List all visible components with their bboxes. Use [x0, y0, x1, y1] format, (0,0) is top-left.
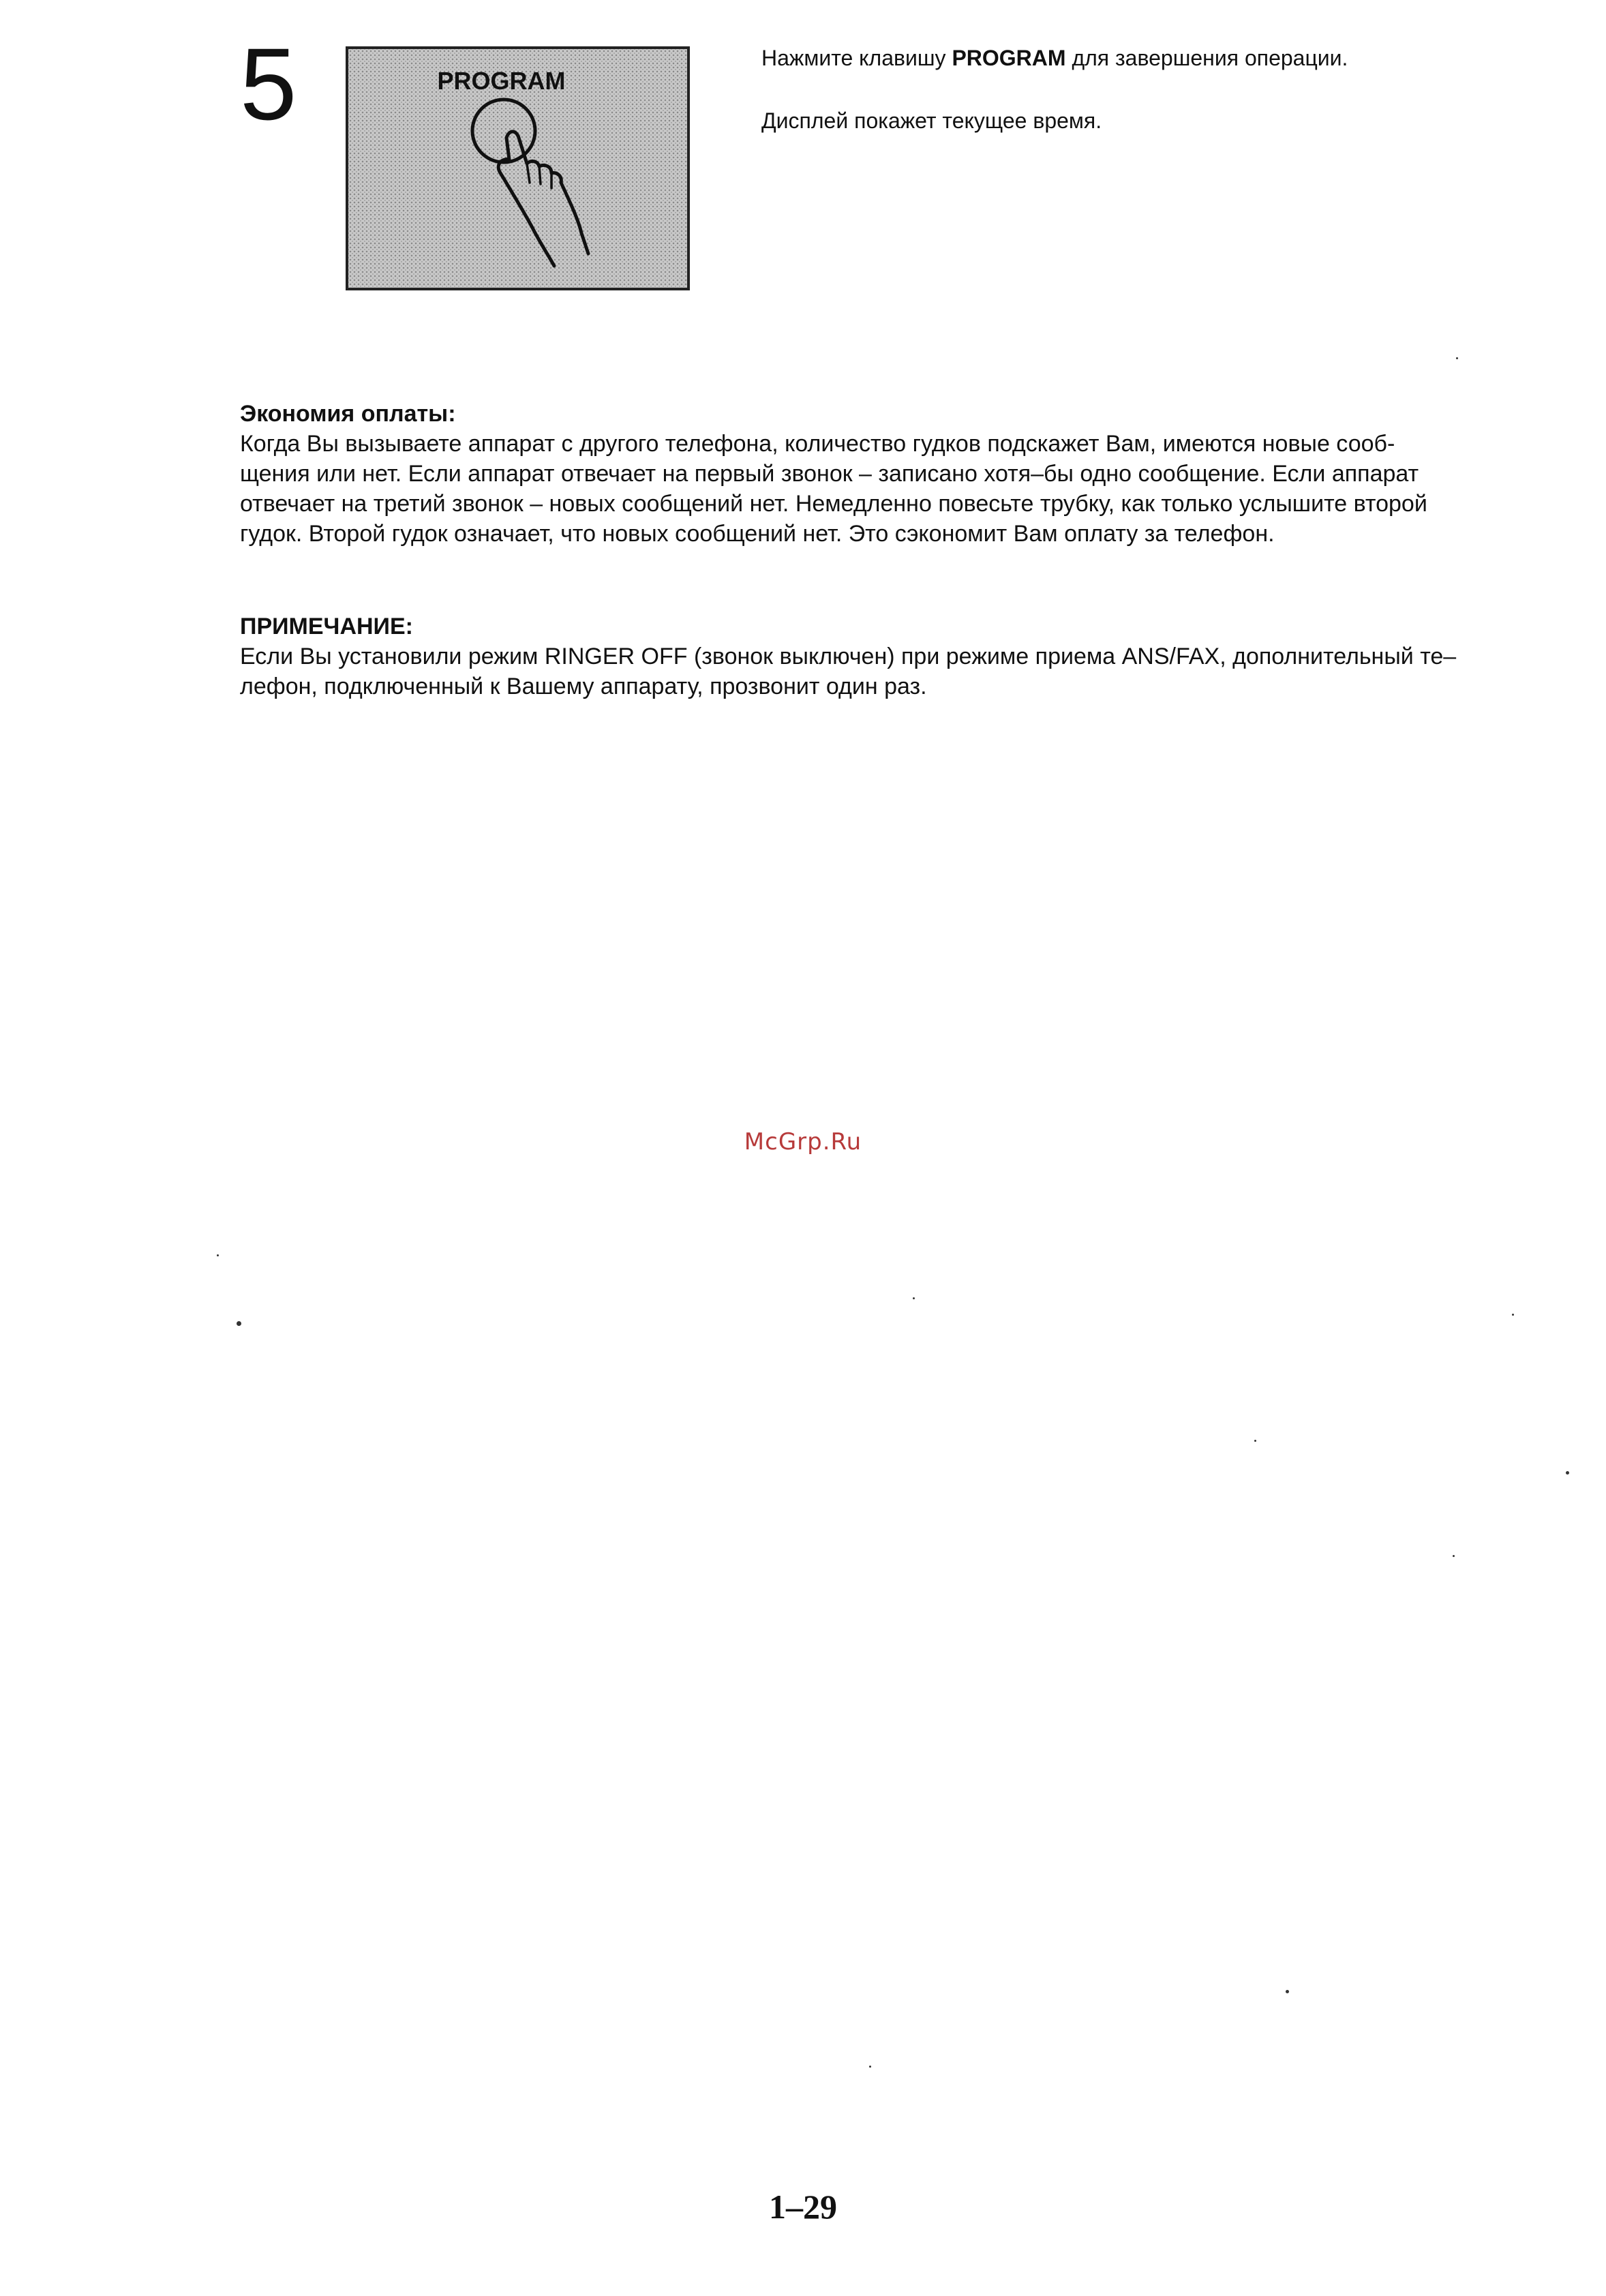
scan-speck: [1456, 357, 1458, 359]
economy-paragraph-line: гудок. Второй гудок означает, что новых сообщений нет. Это сэкономит Вам оплату за телефон.: [240, 521, 1275, 547]
watermark-link[interactable]: McGrp.Ru: [744, 1128, 862, 1155]
hand-pressing-button-icon: [348, 49, 687, 288]
economy-paragraph-line: щения или нет. Если аппарат отвечает на первый звонок – записано хотя–бы одно сообщение. Если аппарат: [240, 461, 1419, 487]
page-number: 1–29: [769, 2188, 837, 2226]
scan-speck: [237, 1321, 241, 1326]
scan-speck: [913, 1297, 915, 1299]
step-number: 5: [240, 27, 297, 141]
scan-speck: [1566, 1471, 1569, 1475]
economy-paragraph-line: Когда Вы вызываете аппарат с другого телефона, количество гудков подскажет Вам, имеются новые сооб-: [240, 431, 1395, 457]
economy-section: [240, 399, 1547, 549]
step-instruction-key: PROGRAM: [952, 46, 1066, 70]
economy-heading: Экономия оплаты:: [240, 401, 456, 427]
step-instruction-text: Нажмите клавишу: [761, 46, 952, 70]
step-result: Дисплей покажет текущее время.: [761, 108, 1102, 133]
note-section: [240, 611, 1547, 701]
program-key-illustration: [346, 46, 690, 290]
scan-speck: [1254, 1440, 1256, 1442]
scan-speck: [1453, 1555, 1455, 1557]
scan-speck: [217, 1254, 219, 1256]
economy-paragraph-line: отвечает на третий звонок – новых сообщений нет. Немедленно повесьте трубку, как только услышите второй: [240, 491, 1427, 517]
scan-speck: [1512, 1314, 1514, 1316]
scan-speck: [869, 2066, 871, 2068]
scan-speck: [1286, 1990, 1289, 1993]
step-instruction: [761, 45, 1348, 71]
note-paragraph-line: лефон, подключенный к Вашему аппарату, прозвонит один раз.: [240, 674, 927, 699]
program-key-label: PROGRAM: [437, 67, 566, 95]
step-instruction-text-end: для завершения операции.: [1065, 46, 1348, 70]
note-heading: ПРИМЕЧАНИЕ:: [240, 614, 413, 639]
note-paragraph-line: Если Вы установили режим RINGER OFF (звонок выключен) при режиме приема ANS/FAX, дополнительный те–: [240, 644, 1457, 669]
